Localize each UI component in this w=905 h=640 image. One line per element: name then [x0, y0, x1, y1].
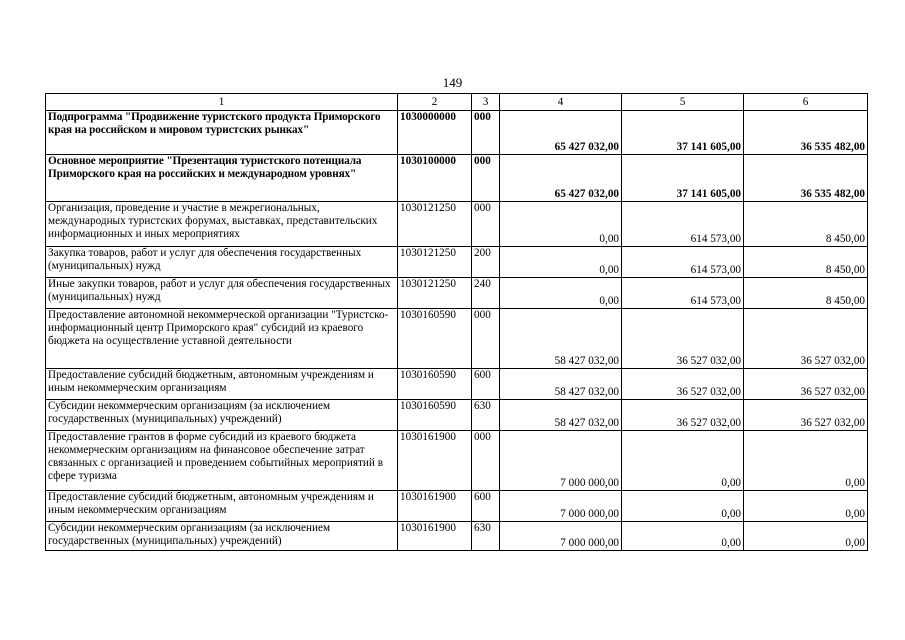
amount-year-3: 8 450,00 — [744, 247, 868, 278]
amount-year-2: 37 141 605,00 — [622, 111, 744, 155]
target-article-code: 1030100000 — [398, 155, 472, 202]
amount-year-3: 36 535 482,00 — [744, 155, 868, 202]
amount-year-3: 8 450,00 — [744, 278, 868, 309]
target-article-code: 1030161900 — [398, 522, 472, 551]
item-name: Предоставление грантов в форме субсидий из краевого бюджета некоммерческим организациям на финансовое обеспечение затрат связанных с организацией и проведением событийных мероприятий в сфере туризма — [46, 431, 398, 491]
table-row — [46, 491, 868, 522]
table-row — [46, 111, 868, 155]
header-row — [46, 94, 868, 111]
target-article-code: 1030121250 — [398, 202, 472, 247]
expense-type-code: 200 — [472, 247, 500, 278]
amount-year-2: 36 527 032,00 — [622, 309, 744, 369]
column-header: 6 — [744, 94, 868, 111]
expense-type-code: 000 — [472, 309, 500, 369]
table-row — [46, 431, 868, 491]
target-article-code: 1030000000 — [398, 111, 472, 155]
item-name: Предоставление субсидий бюджетным, автономным учреждениям и иным некоммерческим организациям — [46, 369, 398, 400]
amount-year-1: 0,00 — [500, 202, 622, 247]
table-row — [46, 247, 868, 278]
amount-year-2: 614 573,00 — [622, 247, 744, 278]
amount-year-2: 0,00 — [622, 522, 744, 551]
item-name: Закупка товаров, работ и услуг для обеспечения государственных (муниципальных) нужд — [46, 247, 398, 278]
amount-year-2: 36 527 032,00 — [622, 369, 744, 400]
amount-year-3: 36 527 032,00 — [744, 400, 868, 431]
amount-year-1: 65 427 032,00 — [500, 111, 622, 155]
expense-type-code: 600 — [472, 491, 500, 522]
expense-type-code: 630 — [472, 400, 500, 431]
table-row — [46, 155, 868, 202]
table-row — [46, 202, 868, 247]
amount-year-1: 7 000 000,00 — [500, 491, 622, 522]
expense-type-code: 000 — [472, 155, 500, 202]
item-name: Предоставление автономной некоммерческой организации "Туристско-информационный центр Приморского края" субсидий из краевого бюджета на осуществление уставной деятельности — [46, 309, 398, 369]
page-number: 149 — [442, 75, 463, 90]
table-row — [46, 522, 868, 551]
target-article-code: 1030161900 — [398, 491, 472, 522]
item-name: Организация, проведение и участие в межрегиональных, международных туристских форумах, выставках, представительских информационных и иных мероприятиях — [46, 202, 398, 247]
column-header: 1 — [46, 94, 398, 111]
amount-year-1: 7 000 000,00 — [500, 431, 622, 491]
target-article-code: 1030160590 — [398, 309, 472, 369]
item-name: Субсидии некоммерческим организациям (за исключением государственных (муниципальных) учреждений) — [46, 400, 398, 431]
column-header: 3 — [472, 94, 500, 111]
expense-type-code: 000 — [472, 431, 500, 491]
amount-year-2: 0,00 — [622, 491, 744, 522]
expense-type-code: 000 — [472, 202, 500, 247]
amount-year-3: 36 527 032,00 — [744, 309, 868, 369]
amount-year-1: 0,00 — [500, 278, 622, 309]
target-article-code: 1030160590 — [398, 400, 472, 431]
amount-year-2: 37 141 605,00 — [622, 155, 744, 202]
target-article-code: 1030121250 — [398, 247, 472, 278]
item-name: Подпрограмма "Продвижение туристского продукта Приморского края на российском и мировом туристских рынках" — [46, 111, 398, 155]
column-header: 4 — [500, 94, 622, 111]
amount-year-3: 8 450,00 — [744, 202, 868, 247]
column-header: 2 — [398, 94, 472, 111]
item-name: Субсидии некоммерческим организациям (за исключением государственных (муниципальных) учреждений) — [46, 522, 398, 551]
amount-year-3: 0,00 — [744, 491, 868, 522]
table-row — [46, 309, 868, 369]
amount-year-2: 614 573,00 — [622, 278, 744, 309]
target-article-code: 1030161900 — [398, 431, 472, 491]
column-header: 5 — [622, 94, 744, 111]
amount-year-2: 614 573,00 — [622, 202, 744, 247]
amount-year-3: 36 535 482,00 — [744, 111, 868, 155]
expense-type-code: 240 — [472, 278, 500, 309]
table-row — [46, 278, 868, 309]
amount-year-2: 0,00 — [622, 431, 744, 491]
item-name: Основное мероприятие "Презентация туристского потенциала Приморского края на российских и международном уровнях" — [46, 155, 398, 202]
item-name: Предоставление субсидий бюджетным, автономным учреждениям и иным некоммерческим организациям — [46, 491, 398, 522]
amount-year-2: 36 527 032,00 — [622, 400, 744, 431]
target-article-code: 1030121250 — [398, 278, 472, 309]
item-name: Иные закупки товаров, работ и услуг для обеспечения государственных (муниципальных) нужд — [46, 278, 398, 309]
amount-year-1: 7 000 000,00 — [500, 522, 622, 551]
amount-year-1: 65 427 032,00 — [500, 155, 622, 202]
amount-year-1: 0,00 — [500, 247, 622, 278]
table-row — [46, 369, 868, 400]
target-article-code: 1030160590 — [398, 369, 472, 400]
amount-year-3: 0,00 — [744, 431, 868, 491]
amount-year-1: 58 427 032,00 — [500, 369, 622, 400]
amount-year-1: 58 427 032,00 — [500, 309, 622, 369]
expense-type-code: 000 — [472, 111, 500, 155]
amount-year-3: 36 527 032,00 — [744, 369, 868, 400]
expense-type-code: 630 — [472, 522, 500, 551]
table-row — [46, 400, 868, 431]
amount-year-3: 0,00 — [744, 522, 868, 551]
budget-table — [45, 93, 868, 551]
amount-year-1: 58 427 032,00 — [500, 400, 622, 431]
expense-type-code: 600 — [472, 369, 500, 400]
